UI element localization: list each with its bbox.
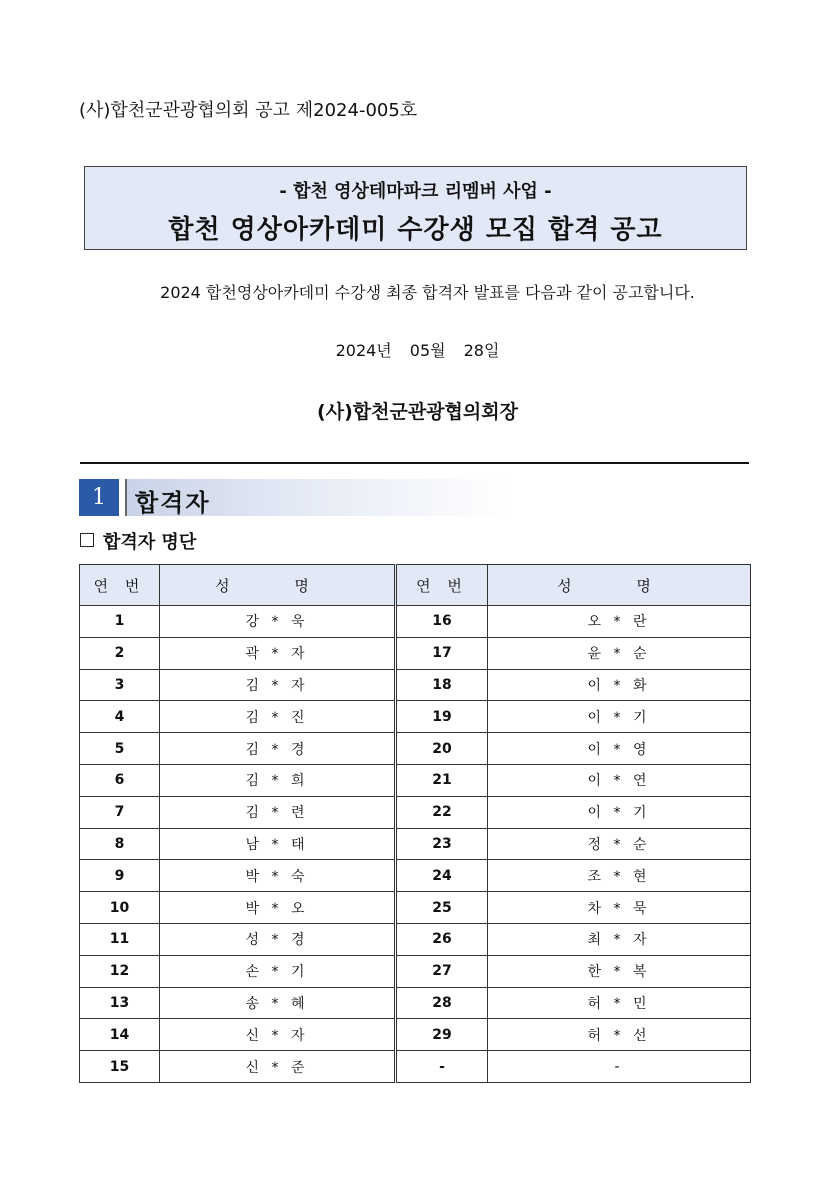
entry-number: 6 (80, 764, 160, 796)
table-row (80, 669, 751, 701)
entry-name: 신 * 자 (160, 1019, 396, 1051)
table-row (80, 733, 751, 765)
section-number: 1 (79, 479, 119, 516)
entry-name: 윤 * 순 (488, 637, 751, 669)
list-title-text: 합격자 명단 (103, 532, 197, 553)
entry-name: 이 * 화 (488, 669, 751, 701)
entry-number: 26 (396, 923, 488, 955)
entry-name: 김 * 희 (160, 764, 396, 796)
entry-name: 김 * 련 (160, 796, 396, 828)
entry-number: 9 (80, 860, 160, 892)
entry-name: 허 * 민 (488, 987, 751, 1019)
entry-number: - (396, 1051, 488, 1083)
table-row (80, 860, 751, 892)
entry-number: 14 (80, 1019, 160, 1051)
entry-number: 24 (396, 860, 488, 892)
divider (80, 462, 749, 464)
roster-table (79, 564, 751, 1083)
entry-name: 이 * 기 (488, 796, 751, 828)
entry-number: 27 (396, 955, 488, 987)
entry-number: 15 (80, 1051, 160, 1083)
table-row (80, 701, 751, 733)
entry-number: 5 (80, 733, 160, 765)
header-no-right: 연 번 (396, 565, 488, 606)
entry-number: 18 (396, 669, 488, 701)
entry-number: 23 (396, 828, 488, 860)
list-title (80, 528, 196, 554)
entry-number: 2 (80, 637, 160, 669)
entry-number: 19 (396, 701, 488, 733)
header-no-left: 연 번 (80, 565, 160, 606)
table-row (80, 892, 751, 924)
table-row (80, 828, 751, 860)
table-row (80, 1019, 751, 1051)
entry-number: 1 (80, 606, 160, 638)
date-month: 05월 (409, 341, 446, 360)
entry-name: 차 * 묵 (488, 892, 751, 924)
entry-name: 신 * 준 (160, 1051, 396, 1083)
intro-text: 2024 합천영상아카데미 수강생 최종 합격자 발표를 다음과 같이 공고합니다. (160, 283, 695, 302)
title-box (84, 166, 747, 250)
entry-name: 이 * 영 (488, 733, 751, 765)
entry-name: - (488, 1051, 751, 1083)
entry-number: 25 (396, 892, 488, 924)
notice-subtitle: - 합천 영상테마파크 리멤버 사업 - (279, 181, 552, 202)
entry-name: 강 * 욱 (160, 606, 396, 638)
notice-title: 합천 영상아카데미 수강생 모집 합격 공고 (168, 215, 663, 245)
section-title: 합격자 (135, 489, 211, 517)
entry-number: 10 (80, 892, 160, 924)
entry-name: 허 * 선 (488, 1019, 751, 1051)
entry-number: 28 (396, 987, 488, 1019)
notice-date (0, 338, 835, 361)
entry-number: 16 (396, 606, 488, 638)
entry-number: 11 (80, 923, 160, 955)
entry-name: 김 * 진 (160, 701, 396, 733)
entry-number: 13 (80, 987, 160, 1019)
table-header-row (80, 565, 751, 606)
table-row (80, 764, 751, 796)
square-bullet-icon (80, 533, 94, 547)
entry-name: 최 * 자 (488, 923, 751, 955)
table-row (80, 923, 751, 955)
header-name-left: 성 명 (160, 565, 396, 606)
entry-number: 22 (396, 796, 488, 828)
date-day: 28일 (463, 341, 500, 360)
entry-name: 성 * 경 (160, 923, 396, 955)
entry-name: 박 * 숙 (160, 860, 396, 892)
entry-number: 3 (80, 669, 160, 701)
table-row (80, 637, 751, 669)
entry-number: 21 (396, 764, 488, 796)
roster-body (80, 606, 751, 1083)
entry-name: 이 * 기 (488, 701, 751, 733)
entry-name: 이 * 연 (488, 764, 751, 796)
entry-name: 남 * 태 (160, 828, 396, 860)
entry-name: 김 * 자 (160, 669, 396, 701)
entry-name: 박 * 오 (160, 892, 396, 924)
entry-name: 송 * 혜 (160, 987, 396, 1019)
entry-number: 4 (80, 701, 160, 733)
entry-name: 곽 * 자 (160, 637, 396, 669)
entry-name: 손 * 기 (160, 955, 396, 987)
section-header (125, 479, 510, 516)
entry-number: 20 (396, 733, 488, 765)
header-name-right: 성 명 (488, 565, 751, 606)
entry-number: 7 (80, 796, 160, 828)
organization-name: (사)합천군관광협의회장 (317, 401, 518, 423)
table-row (80, 606, 751, 638)
entry-number: 29 (396, 1019, 488, 1051)
entry-number: 12 (80, 955, 160, 987)
entry-name: 정 * 순 (488, 828, 751, 860)
entry-name: 조 * 현 (488, 860, 751, 892)
entry-name: 김 * 경 (160, 733, 396, 765)
notice-number: (사)합천군관광협의회 공고 제2024-005호 (79, 100, 418, 121)
table-row (80, 796, 751, 828)
table-row (80, 987, 751, 1019)
entry-number: 8 (80, 828, 160, 860)
entry-name: 오 * 란 (488, 606, 751, 638)
table-row (80, 955, 751, 987)
entry-number: 17 (396, 637, 488, 669)
table-row (80, 1051, 751, 1083)
entry-name: 한 * 복 (488, 955, 751, 987)
date-year: 2024년 (335, 341, 392, 360)
